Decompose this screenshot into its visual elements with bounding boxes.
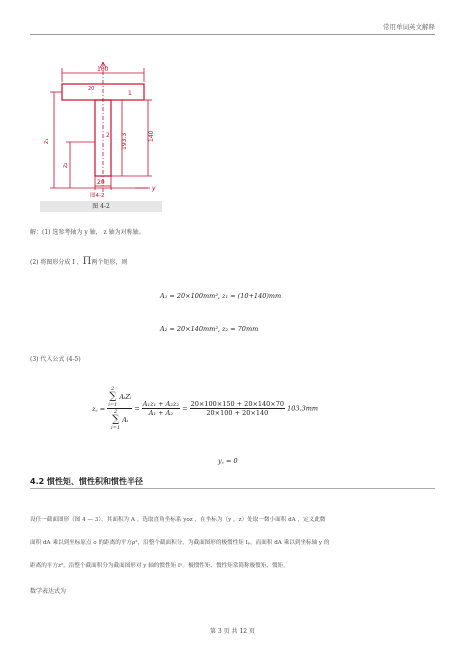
dim-top: 100 bbox=[97, 66, 109, 73]
label-a2: 2 bbox=[106, 132, 110, 139]
t-section-figure bbox=[40, 42, 162, 198]
eq3-result: 103.3mm bbox=[287, 404, 319, 413]
sum-bot-1: i=1 bbox=[108, 402, 118, 408]
dim-bottom: 20 bbox=[97, 179, 105, 186]
header-rule bbox=[30, 34, 435, 35]
split-text-b: 两个矩形，则 bbox=[91, 259, 128, 266]
label-a1: 1 bbox=[128, 90, 132, 97]
dim-flange: 20 bbox=[88, 86, 95, 92]
page-footer: 第 3 页 共 12 页 bbox=[210, 628, 255, 635]
eq3-frac-2: $\frac{\text{A₁z₁ + A₂z₂}}{\text{A₁ + A₂}}$ bbox=[142, 400, 180, 417]
page-header: 常用单词英文解释 bbox=[383, 23, 435, 31]
paragraph-substitute: (3) 代入公式 (4-5) bbox=[30, 356, 81, 363]
dim-web: 193.3 bbox=[121, 132, 128, 150]
split-text-a: (2) 将图形分成 I 、 bbox=[30, 259, 83, 266]
label-y: y bbox=[152, 185, 156, 192]
equation-2: A₂ = 20×140mm², z₂ = 70mm bbox=[160, 325, 259, 333]
sum-num-term: AᵢZᵢ bbox=[119, 393, 132, 401]
paragraph-solution: 解：(1) 选参考轴为 y 轴， z 轴为对称轴。 bbox=[30, 229, 145, 236]
dim-right: 140 bbox=[148, 130, 155, 142]
section-title: 4.2 惯性矩、惯性积和惯性半径 bbox=[30, 477, 143, 486]
eq3-frac-1: 2 ∑ i=1 AᵢZᵢ 2 ∑ i=1 Aᵢ bbox=[108, 386, 132, 431]
equation-3: z꜀ = 2 ∑ i=1 AᵢZᵢ 2 ∑ i=1 Aᵢ = $\frac{\text{A₁z₁ + A₂z₂}}{\text{A₁ + A₂}}$ = $\frac{20\times 100\times 150 + 20\times 140\times 70}{20\times 100 + 20\times 140}$ 103.3mm bbox=[92, 386, 319, 431]
section-paragraph-2: 面积 dA 乘以到坐标原点 o 的距离的平方ρ²，沿整个截面积分，为截面图形的极惯性矩 Iₚ。而面积 dA 乘以到坐标轴 y 的 bbox=[30, 540, 330, 546]
label-z2: z₂ bbox=[62, 162, 69, 168]
sum-den-term: Aᵢ bbox=[122, 416, 129, 424]
equation-1: A₁ = 20×100mm², z₁ = (10+140)mm bbox=[160, 292, 282, 300]
eq3-frac-3: $\frac{20\times 100\times 150 + 20\times 140\times 70}{20\times 100 + 20\times 140}$ bbox=[190, 400, 285, 417]
sum-top-1: 2 bbox=[111, 386, 115, 392]
eq3-lhs: z꜀ = bbox=[92, 405, 106, 413]
section-rule bbox=[30, 488, 435, 489]
label-fig: 图4-2 bbox=[90, 193, 105, 198]
t-section-drawing bbox=[40, 42, 162, 198]
sum-top-2: 2 bbox=[114, 409, 118, 415]
paragraph-split bbox=[30, 256, 127, 267]
equation-4: y꜀ = 0 bbox=[218, 457, 238, 465]
section-paragraph-4: 数学表达式为 bbox=[30, 588, 67, 595]
figure-caption: 图 4-2 bbox=[40, 201, 162, 212]
section-paragraph-1: 设任一截面图形（图 4 — 3），其面积为 A 。选取直角坐标系 yoz ，在坐标为（y ，z）处取一微小面积 dA ，定义此微 bbox=[30, 517, 326, 523]
label-z1: z₁ bbox=[43, 138, 50, 144]
sum-bot-2: i=1 bbox=[111, 425, 121, 431]
section-paragraph-3: 距离的平方z²，沿整个截面积分为截面图形对 y 轴的惯性矩 Iʸ。极惯性矩、惯性矩常简称极惯矩、惯矩。 bbox=[30, 563, 289, 569]
pi-symbol: Π bbox=[82, 256, 92, 267]
